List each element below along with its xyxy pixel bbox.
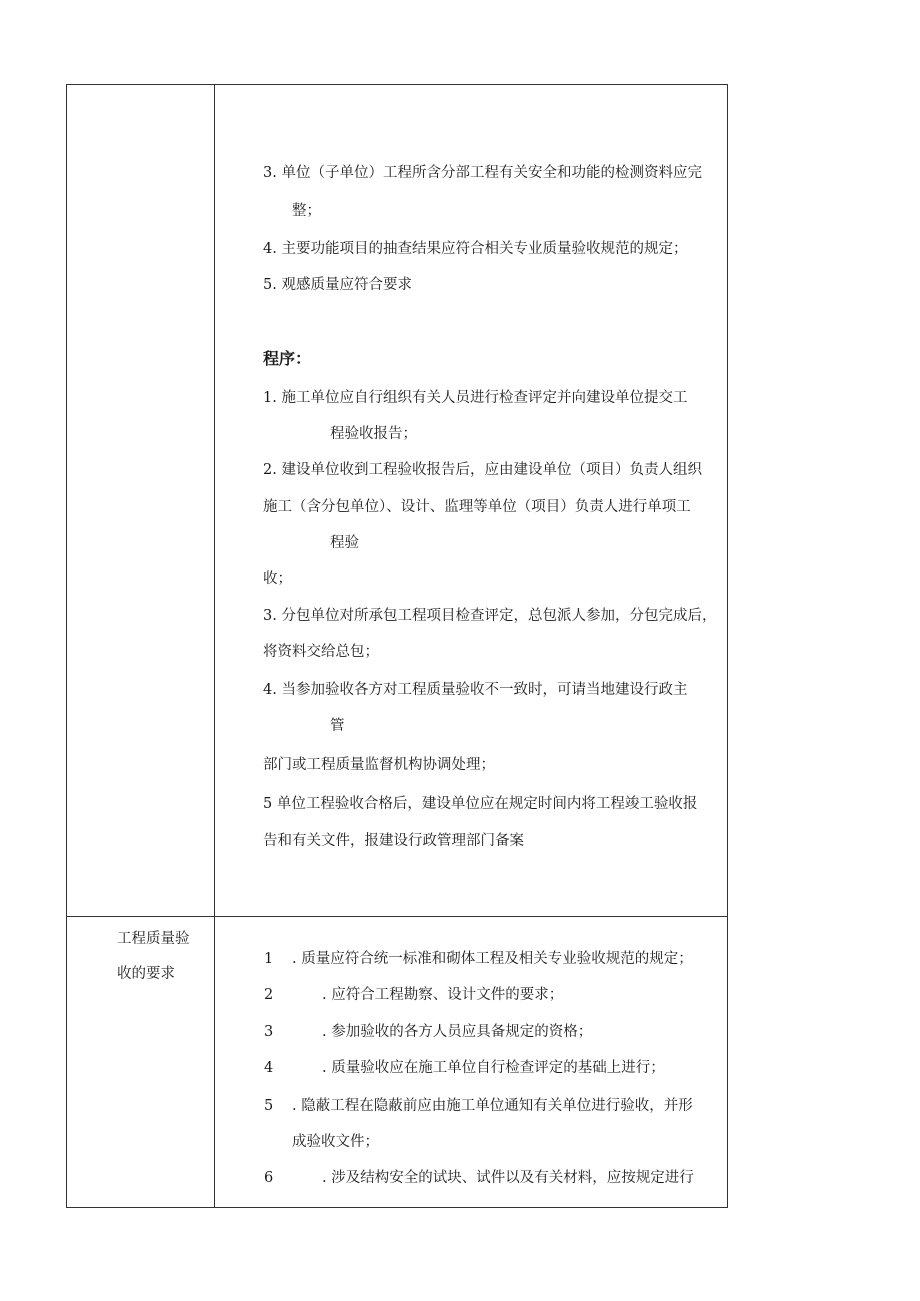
- table-left-border: [66, 84, 67, 1208]
- row2-label-line1: 工程质量验: [117, 931, 190, 947]
- procedure-line: 1. 施工单位应自行组织有关人员进行检查评定并向建设单位提交工: [263, 390, 688, 406]
- requirement-text: . 涉及结构安全的试块、试件以及有关材料，应按规定进行: [322, 1170, 694, 1186]
- procedure-line: 收；: [263, 571, 292, 587]
- requirement-line-5: 5. 观感质量应符合要求: [263, 277, 412, 293]
- procedure-line: 4. 当参加验收各方对工程质量验收不一致时，可请当地建设行政主: [263, 682, 688, 698]
- table-top-border: [66, 84, 728, 85]
- procedure-line: 2. 建设单位收到工程验收报告后，应由建设单位（项目）负责人组织: [263, 462, 702, 478]
- table-bottom-border: [66, 1207, 728, 1208]
- procedure-line: 将资料交给总包；: [263, 644, 379, 660]
- requirement-line-3: 3. 单位（子单位）工程所含分部工程有关安全和功能的检测资料应完: [263, 165, 702, 181]
- requirement-number: 6: [264, 1170, 274, 1186]
- requirement-text: . 隐蔽工程在隐蔽前应由施工单位通知有关单位进行验收，并形: [292, 1098, 693, 1114]
- procedure-line: 告和有关文件，报建设行政管理部门备案: [263, 833, 524, 849]
- procedure-line: 3. 分包单位对所承包工程项目检查评定，总包派人参加，分包完成后，: [263, 608, 717, 624]
- requirement-text: . 质量验收应在施工单位自行检查评定的基础上进行；: [322, 1060, 665, 1076]
- requirement-text: . 应符合工程勘察、设计文件的要求；: [322, 987, 564, 1003]
- column-divider: [214, 84, 215, 1208]
- procedure-line: 部门或工程质量监督机构协调处理；: [263, 757, 495, 773]
- procedure-line: 管: [330, 718, 345, 734]
- row-divider: [66, 916, 728, 917]
- row2-label-line2: 收的要求: [117, 966, 175, 982]
- requirement-number: 4: [264, 1060, 274, 1076]
- requirement-text: . 参加验收的各方人员应具备规定的资格；: [322, 1024, 593, 1040]
- procedure-line: 施工（含分包单位）、设计、监理等单位（项目）负责人进行单项工: [263, 499, 691, 515]
- requirement-line-4: 4. 主要功能项目的抽查结果应符合相关专业质量验收规范的规定；: [263, 241, 688, 257]
- requirement-text-cont: 成验收文件；: [292, 1134, 379, 1150]
- procedure-line: 程验: [330, 535, 359, 551]
- requirement-line-3-cont: 整；: [292, 203, 321, 219]
- table-right-border: [727, 84, 728, 1208]
- requirement-number: 3: [264, 1024, 274, 1040]
- procedure-line: 程验收报告；: [330, 426, 417, 442]
- requirement-text: . 质量应符合统一标准和砌体工程及相关专业验收规范的规定；: [292, 951, 693, 967]
- procedure-line: 5 单位工程验收合格后，建设单位应在规定时间内将工程竣工验收报: [263, 796, 698, 812]
- requirement-number: 5: [264, 1098, 274, 1114]
- requirement-number: 2: [264, 987, 274, 1003]
- procedure-heading: 程序：: [263, 349, 312, 368]
- requirement-number: 1: [264, 951, 274, 967]
